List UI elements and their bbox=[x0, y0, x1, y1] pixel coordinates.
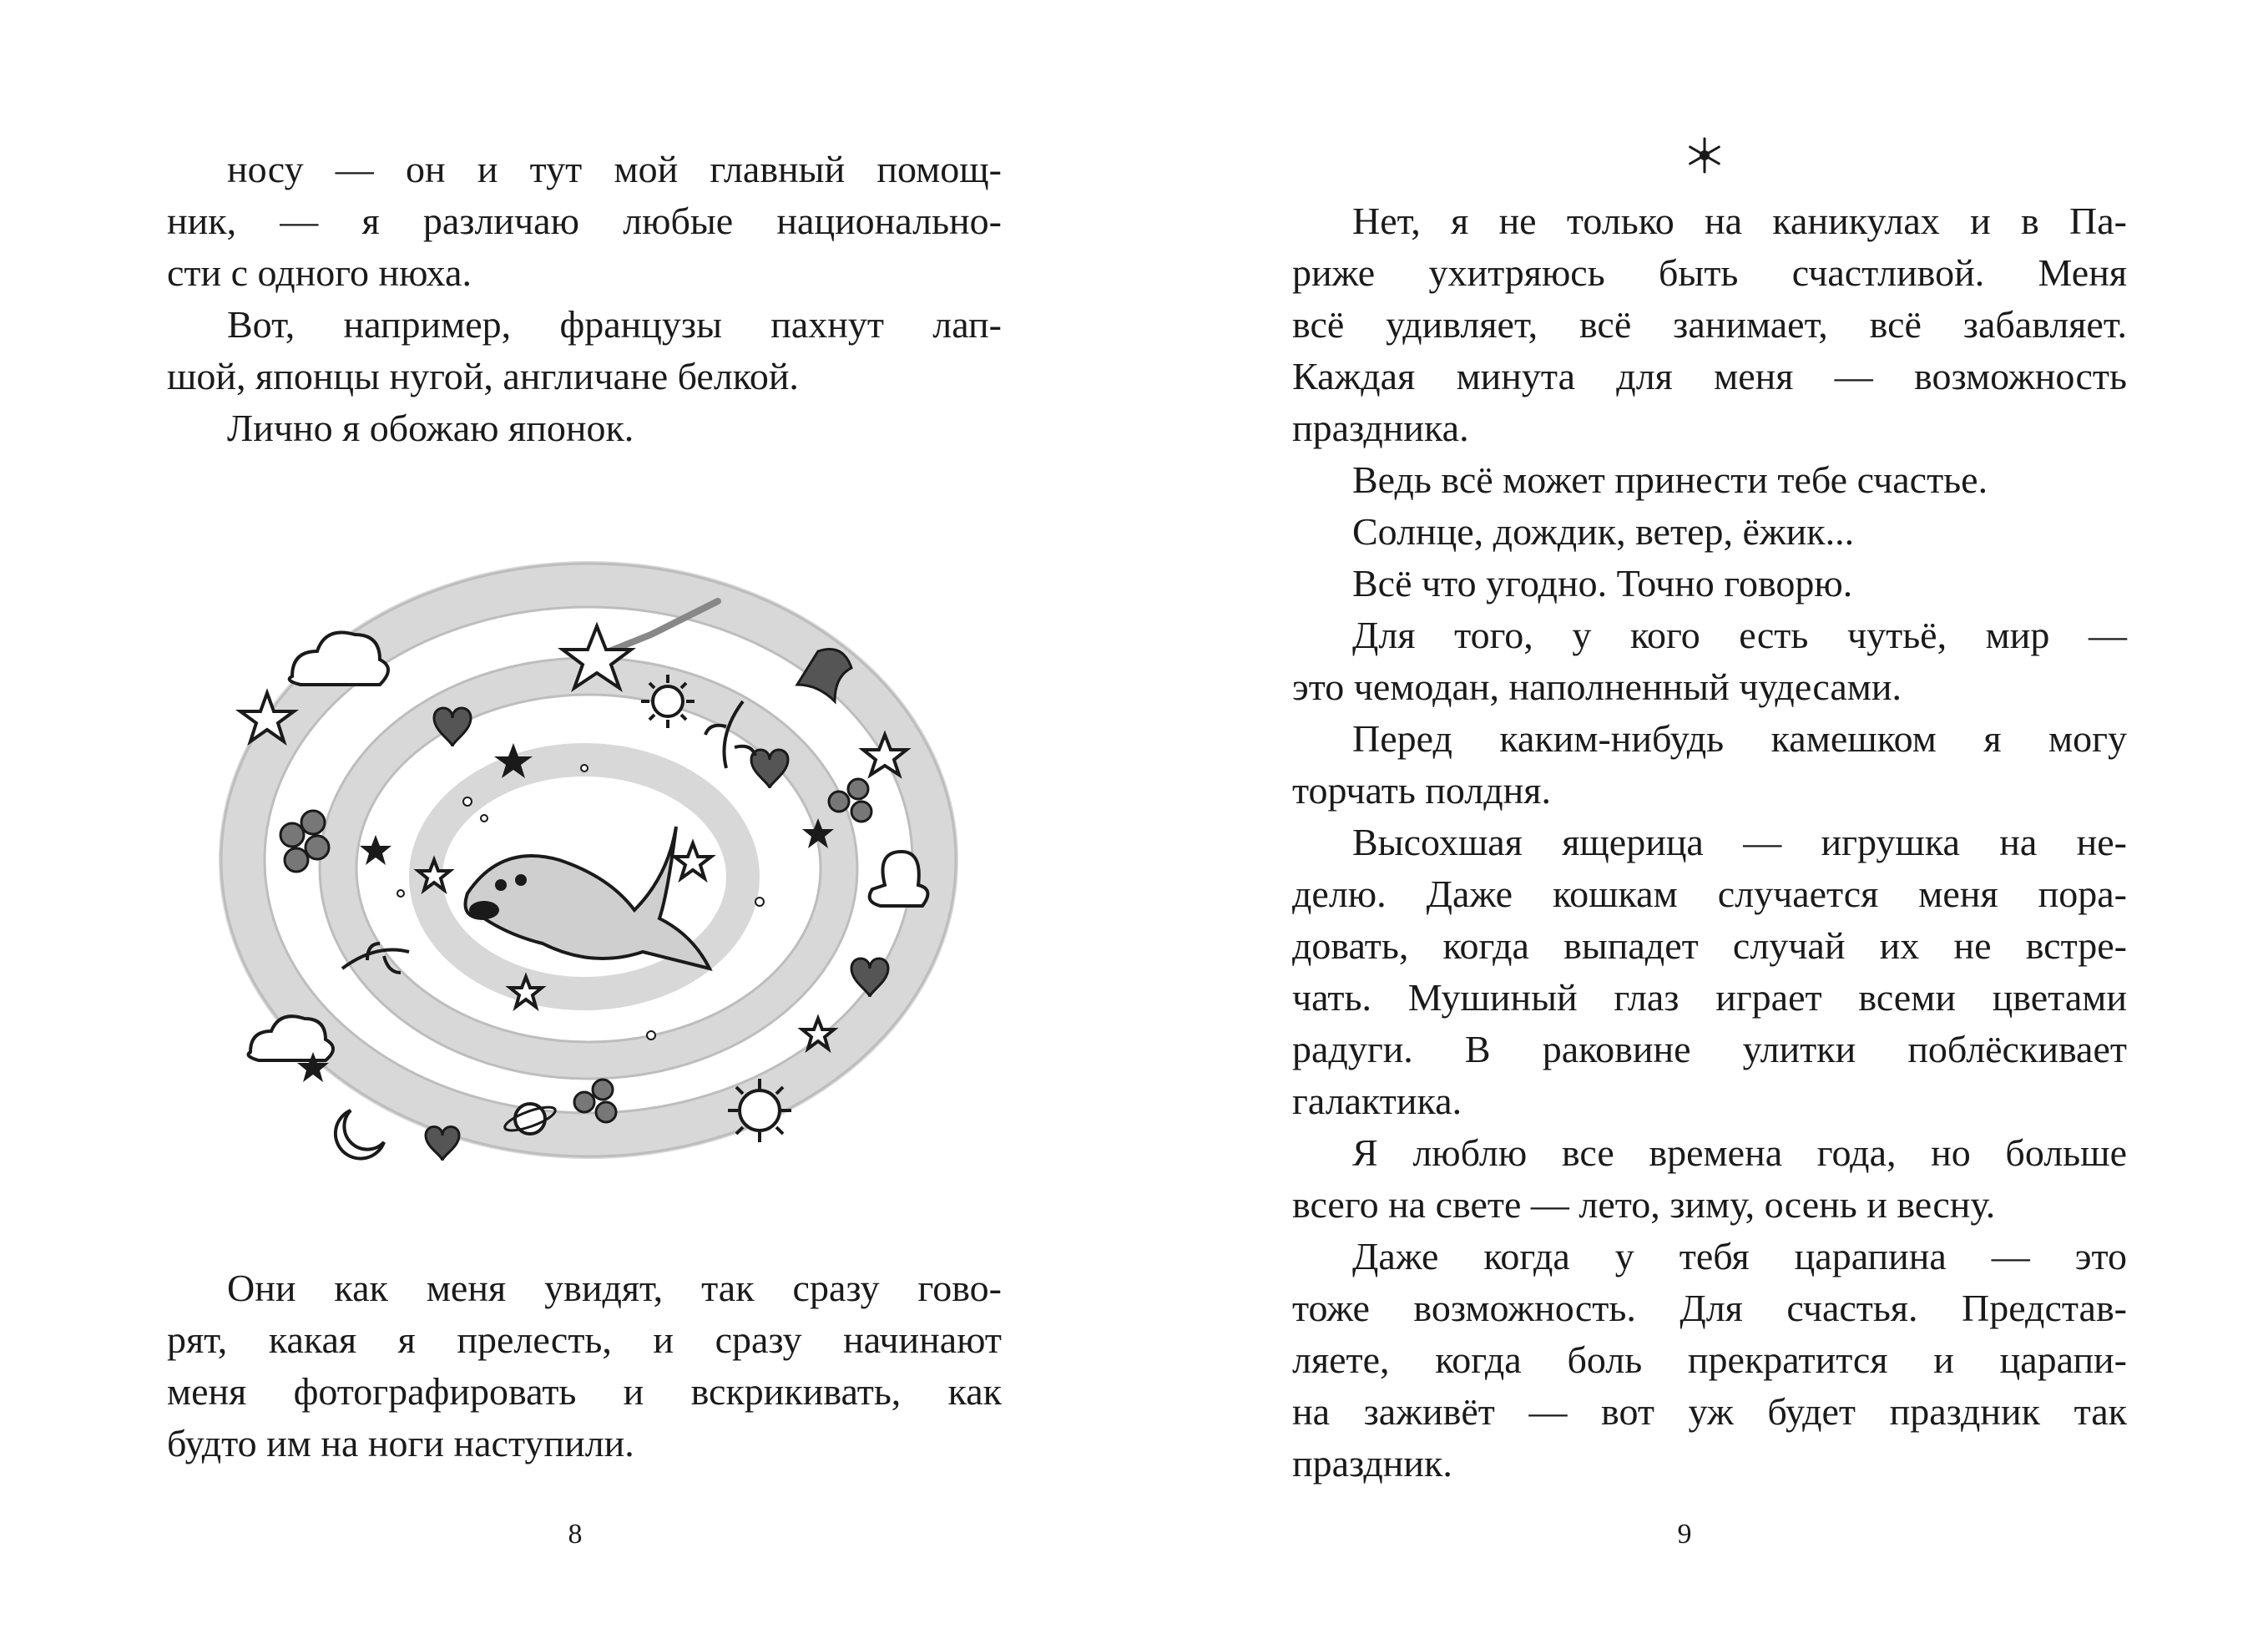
text-line: ник, — я различаю любые национально- bbox=[167, 200, 1002, 242]
text-line: Каждая минута для меня — возможность bbox=[1292, 355, 2127, 397]
text-line: Солнце, дождик, ветер, ёжик... bbox=[1352, 510, 1855, 553]
spiral-galaxy-dog-illustration bbox=[217, 534, 968, 1186]
text-line: Я люблю все времена года, но больше bbox=[1352, 1131, 2127, 1174]
text-line: Лично я обожаю японок. bbox=[227, 407, 634, 449]
text-line: ляете, когда боль прекратится и царапи- bbox=[1292, 1338, 2127, 1381]
text-line: тоже возможность. Для счастья. Представ- bbox=[1292, 1287, 2127, 1329]
text-line: носу — он и тут мой главный помощ- bbox=[227, 148, 1002, 190]
text-line: сти с одного нюха. bbox=[167, 251, 472, 294]
text-line: риже ухитряюсь быть счастливой. Меня bbox=[1292, 251, 2127, 294]
text-line: Всё что угодно. Точно говорю. bbox=[1352, 562, 1853, 604]
text-line: Высохшая ящерица — игрушка на не- bbox=[1352, 821, 2127, 863]
text-line: Вот, например, французы пахнут лап- bbox=[227, 303, 1002, 346]
text-line: праздник. bbox=[1292, 1442, 1452, 1485]
text-line: Даже когда у тебя царапина — это bbox=[1352, 1235, 2127, 1277]
text-line: довать, когда выпадет случай их не встре- bbox=[1292, 924, 2127, 967]
text-line: Нет, я не только на каникулах и в Па- bbox=[1352, 200, 2127, 242]
text-line: рят, какая я прелесть, и сразу начинают bbox=[167, 1318, 1002, 1361]
text-line: торчать полдня. bbox=[1292, 769, 1551, 812]
text-line: Перед каким-нибудь камешком я могу bbox=[1352, 717, 2127, 760]
snowflake-icon bbox=[1685, 135, 1725, 175]
text-line: Ведь всё может принести тебе счастье. bbox=[1352, 458, 1988, 501]
text-line: всего на свете — лето, зиму, осень и весну. bbox=[1292, 1183, 1996, 1226]
text-line: галактика. bbox=[1292, 1080, 1462, 1122]
text-line: будто им на ноги наступили. bbox=[167, 1422, 634, 1464]
text-line: делю. Даже кошкам случается меня пора- bbox=[1292, 873, 2127, 915]
text-line: Они как меня увидят, так сразу гово- bbox=[227, 1267, 1002, 1309]
text-line: на заживёт — вот уж будет праздник так bbox=[1292, 1390, 2127, 1433]
text-line: чать. Мушиный глаз играет всеми цветами bbox=[1292, 976, 2127, 1019]
text-line: это чемодан, наполненный чудесами. bbox=[1292, 665, 1902, 708]
page-number-right: 9 bbox=[1677, 1519, 1692, 1550]
text-line: Для того, у кого есть чутьё, мир — bbox=[1352, 614, 2127, 656]
page-number-left: 8 bbox=[568, 1519, 583, 1550]
text-line: радуги. В раковине улитки поблёскивает bbox=[1292, 1028, 2127, 1070]
text-line: праздника. bbox=[1292, 407, 1469, 449]
text-line: меня фотографировать и вскрикивать, как bbox=[167, 1370, 1002, 1413]
text-line: всё удивляет, всё занимает, всё забавляет. bbox=[1292, 303, 2127, 346]
text-line: шой, японцы нугой, англичане белкой. bbox=[167, 355, 799, 397]
right-page bbox=[1134, 0, 2268, 1644]
